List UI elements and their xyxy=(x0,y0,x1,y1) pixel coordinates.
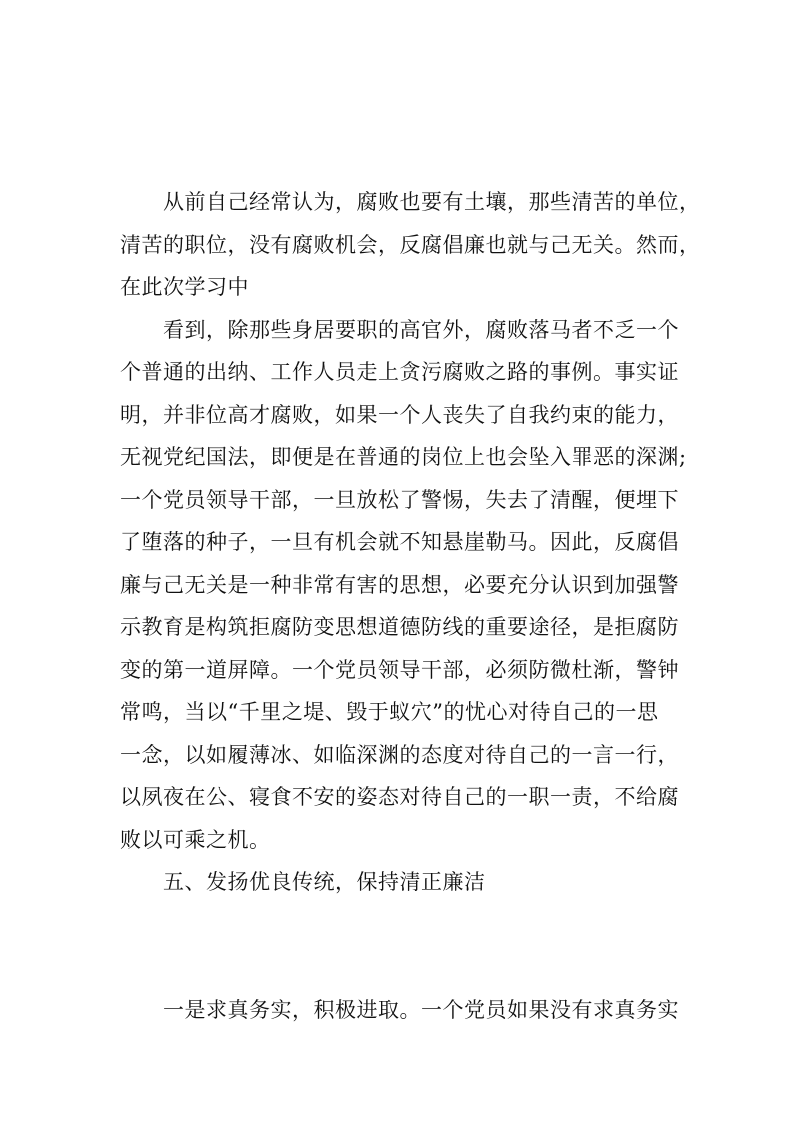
paragraph-line: 清苦的职位，没有腐败机会，反腐倡廉也就与己无关。然而， xyxy=(120,233,701,257)
paragraph-line: 看到，除那些身居要职的高官外，腐败落马者不乏一个 xyxy=(163,318,679,342)
paragraph-line: 示教育是构筑拒腐防变思想道德防线的重要途径，是拒腐防 xyxy=(120,615,679,639)
paragraph-line: 个普通的出纳、工作人员走上贪污腐败之路的事例。事实证 xyxy=(120,360,679,384)
paragraph-line: 明，并非位高才腐败，如果一个人丧失了自我约束的能力， xyxy=(120,403,679,427)
paragraph-line: 无视党纪国法，即便是在普通的岗位上也会坠入罪恶的深渊; xyxy=(120,445,687,469)
paragraph-line: 从前自己经常认为，腐败也要有土壤，那些清苦的单位， xyxy=(163,190,701,214)
section-heading: 五、发扬优良传统，保持清正廉洁 xyxy=(163,870,486,894)
paragraph-line: 常鸣，当以“千里之堤、毁于蚁穴”的忧心对待自己的一思 xyxy=(120,700,659,724)
paragraph-line: 一个党员领导干部，一旦放松了警惕，失去了清醒，便埋下 xyxy=(120,488,679,512)
paragraph-line: 变的第一道屏障。一个党员领导干部，必须防微杜渐，警钟 xyxy=(120,658,679,682)
paragraph-line: 败以可乘之机。 xyxy=(120,828,271,852)
paragraph-line: 一念，以如履薄冰、如临深渊的态度对待自己的一言一行， xyxy=(120,743,679,767)
paragraph-line: 了堕落的种子，一旦有机会就不知悬崖勒马。因此，反腐倡 xyxy=(120,530,679,554)
paragraph-line: 以夙夜在公、寝食不安的姿态对待自己的一职一责，不给腐 xyxy=(120,785,679,809)
paragraph-line: 在此次学习中 xyxy=(120,275,249,299)
paragraph-line: 一是求真务实，积极进取。一个党员如果没有求真务实 xyxy=(163,998,679,1022)
paragraph-line: 廉与己无关是一种非常有害的思想，必要充分认识到加强警 xyxy=(120,573,679,597)
